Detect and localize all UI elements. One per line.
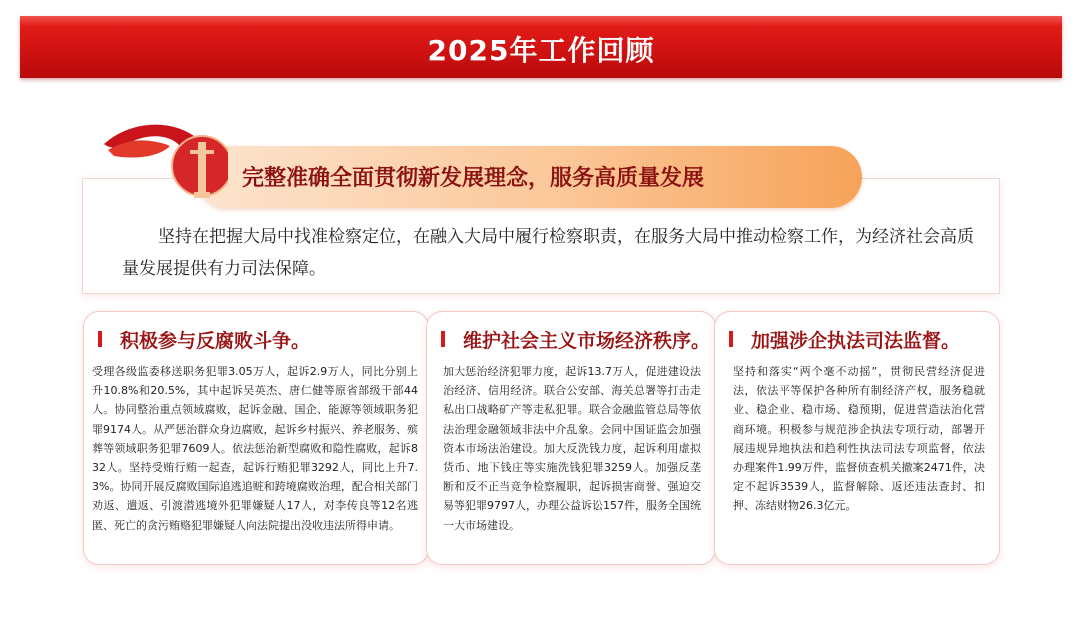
card-body: 受理各级监委移送职务犯罪3.05万人，起诉2.9万人，同比分别上升10.8%和20.5%，其中起诉吴英杰、唐仁健等原省部级干部44人。协同整治重点领域腐败，起诉金融、国企、能源等领域职务犯罪9174人。从严惩治群众身边腐败，起诉乡村振兴、养老服务、殡葬等领域职务犯罪7609人。依法惩治新型腐败和隐性腐败，起诉832人。坚持受贿行贿一起查，起诉行贿犯罪3292人，同比上升7.3%。协同开展反腐败国际追逃追赃和跨境腐败治理，配合相关部门劝返、遣返、引渡潜逃境外犯罪嫌疑人17人，对李传良等12名逃匿、死亡的贪污贿赂犯罪嫌疑人向法院提出没收违法所得申请。 — [92, 365, 418, 532]
section-title-pill — [196, 146, 862, 208]
card-market-order — [426, 311, 716, 565]
card-title: 积极参与反腐败斗争。 — [120, 330, 311, 352]
red-flag-huabiao-icon — [98, 116, 228, 206]
card-anti-corruption — [83, 311, 429, 565]
card-accent-bar — [98, 331, 102, 347]
card-title: 维护社会主义市场经济秩序。 — [463, 330, 711, 352]
card-body: 加大惩治经济犯罪力度，起诉13.7万人，促进建设法治经济、信用经济。联合公安部、海关总署等打击走私出口战略矿产等走私犯罪。联合金融监管总局等依法治理金融领域非法中介乱象。会同中国证监会加强资本市场法治建设。加大反洗钱力度，起诉利用虚拟货币、地下钱庄等实施洗钱犯罪3259人。加强反垄断和反不正当竞争检察履职，起诉损害商誉、强迫交易等犯罪9797人，办理公益诉讼157件，服务全国统一大市场建设。 — [443, 365, 701, 532]
card-accent-bar — [729, 331, 733, 347]
header-banner — [20, 16, 1062, 78]
card-enterprise-supervision — [714, 311, 1000, 565]
card-body: 坚持和落实“两个毫不动摇”，贯彻民营经济促进法，依法平等保护各种所有制经济产权，服务稳就业、稳企业、稳市场、稳预期，促进营造法治化营商环境。积极参与规范涉企执法专项行动，部署开展违规异地执法和趋利性执法司法专项监督，依法办理案件1.99万件，监督侦查机关撤案2471件，决定不起诉3539人，监督解除、返还违法查封、扣押、冻结财物26.3亿元。 — [733, 365, 985, 513]
card-accent-bar — [441, 331, 445, 347]
page-title: 2025年工作回顾 — [427, 34, 655, 67]
card-title: 加强涉企执法司法监督。 — [751, 330, 961, 352]
section-intro: 坚持在把握大局中找准检察定位，在融入大局中履行检察职责，在服务大局中推动检察工作，为经济社会高质量发展提供有力司法保障。 — [122, 227, 974, 279]
section-title: 完整准确全面贯彻新发展理念，服务高质量发展 — [242, 166, 705, 191]
